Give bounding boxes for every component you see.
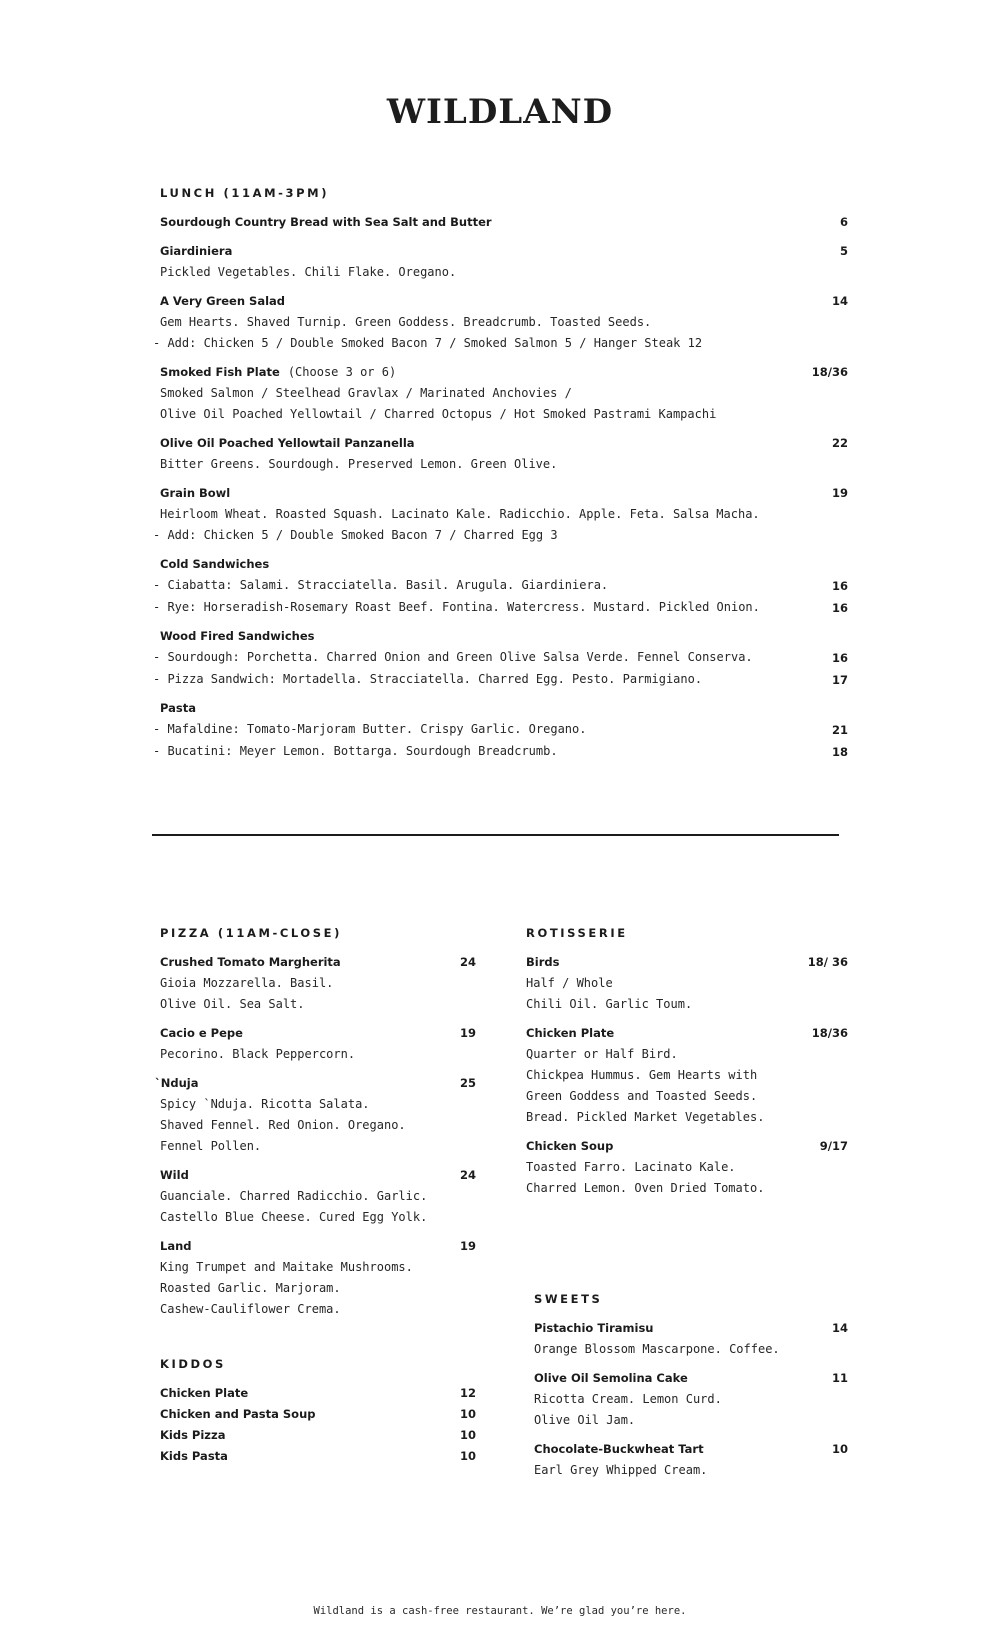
menu-item-description: Earl Grey Whipped Cream. <box>534 1463 708 1477</box>
menu-item-name: Cacio e Pepe <box>160 1026 243 1040</box>
menu-item-price: 16 <box>831 579 848 593</box>
menu-item-price: 16 <box>831 601 848 615</box>
restaurant-logo: WILDLAND <box>386 92 614 132</box>
menu-item-name: Birds <box>526 955 560 969</box>
menu-item-description: Charred Lemon. Oven Dried Tomato. <box>526 1181 765 1195</box>
menu-item-description: Heirloom Wheat. Roasted Squash. Lacinato Kale. Radicchio. Apple. Feta. Salsa Macha. <box>160 507 760 521</box>
menu-item-description: Castello Blue Cheese. Cured Egg Yolk. <box>160 1210 428 1224</box>
menu-item-price: 12 <box>459 1386 476 1400</box>
menu-item-description: Ricotta Cream. Lemon Curd. <box>534 1392 722 1406</box>
menu-item-name: Chocolate-Buckwheat Tart <box>534 1442 704 1456</box>
menu-item-price: 19 <box>459 1239 476 1253</box>
menu-item-price: 16 <box>831 651 848 665</box>
menu-item-description: Pecorino. Black Peppercorn. <box>160 1047 356 1061</box>
menu-item-price: 24 <box>459 1168 476 1182</box>
menu-item-description: Chickpea Hummus. Gem Hearts with <box>526 1068 758 1082</box>
menu-item-price: 19 <box>831 486 848 500</box>
menu-item-price: 25 <box>459 1076 476 1090</box>
menu-item-name: Giardiniera <box>160 244 233 258</box>
menu-item-description: Bread. Pickled Market Vegetables. <box>526 1110 765 1124</box>
menu-item-name: Land <box>160 1239 192 1253</box>
menu-item-price: 22 <box>831 436 848 450</box>
pizza-section-title: PIZZA (11AM-CLOSE) <box>160 926 342 940</box>
menu-item-addons: - Add: Chicken 5 / Double Smoked Bacon 7 / Smoked Salmon 5 / Hanger Steak 12 <box>153 336 703 350</box>
menu-item-description: Orange Blossom Mascarpone. Coffee. <box>534 1342 780 1356</box>
menu-item-name: Grain Bowl <box>160 486 231 500</box>
menu-item-price: 18/36 <box>811 365 848 379</box>
menu-item-note: (Choose 3 or 6) <box>287 365 397 379</box>
menu-item-description: Toasted Farro. Lacinato Kale. <box>526 1160 736 1174</box>
menu-item-name: Chicken Plate <box>526 1026 615 1040</box>
sweets-section-title: SWEETS <box>534 1292 603 1306</box>
menu-item-description: Roasted Garlic. Marjoram. <box>160 1281 341 1295</box>
menu-item-price: 14 <box>831 294 848 308</box>
menu-item-name: Kids Pizza <box>160 1428 226 1442</box>
menu-item-price: 6 <box>839 215 848 229</box>
menu-item-description: Fennel Pollen. <box>160 1139 262 1153</box>
lunch-section-title: LUNCH (11AM-3PM) <box>160 186 330 200</box>
menu-item-line: - Bucatini: Meyer Lemon. Bottarga. Sourdough Breadcrumb. <box>153 744 558 758</box>
menu-item-description: Olive Oil Jam. <box>534 1413 636 1427</box>
menu-item-description: Olive Oil Poached Yellowtail / Charred Octopus / Hot Smoked Pastrami Kampachi <box>160 407 717 421</box>
menu-item-line: - Rye: Horseradish-Rosemary Roast Beef. Fontina. Watercress. Mustard. Pickled Onion. <box>153 600 760 614</box>
menu-item-name: Chicken and Pasta Soup <box>160 1407 316 1421</box>
menu-item-price: 10 <box>831 1442 848 1456</box>
menu-item-price: 18/36 <box>811 1026 848 1040</box>
menu-item-name: Wild <box>160 1168 189 1182</box>
menu-item-description: Gem Hearts. Shaved Turnip. Green Goddess. Breadcrumb. Toasted Seeds. <box>160 315 652 329</box>
footer-note: Wildland is a cash-free restaurant. We’re glad you’re here. <box>313 1605 687 1617</box>
menu-item-description: Olive Oil. Sea Salt. <box>160 997 305 1011</box>
menu-item-description: King Trumpet and Maitake Mushrooms. <box>160 1260 413 1274</box>
menu-item-line: - Pizza Sandwich: Mortadella. Stracciatella. Charred Egg. Pesto. Parmigiano. <box>153 672 703 686</box>
menu-item-description: Guanciale. Charred Radicchio. Garlic. <box>160 1189 428 1203</box>
section-divider <box>152 834 839 836</box>
menu-item-price: 21 <box>831 723 848 737</box>
menu-item-name: Cold Sandwiches <box>160 557 270 571</box>
menu-item-price: 10 <box>459 1407 476 1421</box>
menu-item-line: - Sourdough: Porchetta. Charred Onion and Green Olive Salsa Verde. Fennel Conserva. <box>153 650 753 664</box>
menu-item-description: Chili Oil. Garlic Toum. <box>526 997 693 1011</box>
menu-item-name: Pasta <box>160 701 196 715</box>
menu-item-price: 17 <box>831 673 848 687</box>
menu-item-name: Pistachio Tiramisu <box>534 1321 654 1335</box>
menu-item-price: 24 <box>459 955 476 969</box>
menu-item-line: - Mafaldine: Tomato-Marjoram Butter. Crispy Garlic. Oregano. <box>153 722 587 736</box>
menu-item-description: Green Goddess and Toasted Seeds. <box>526 1089 758 1103</box>
menu-item-addons: - Add: Chicken 5 / Double Smoked Bacon 7 / Charred Egg 3 <box>153 528 558 542</box>
menu-item-name: Kids Pasta <box>160 1449 228 1463</box>
menu-item-price: 9/17 <box>819 1139 848 1153</box>
menu-item-description: Quarter or Half Bird. <box>526 1047 678 1061</box>
menu-item-price: 19 <box>459 1026 476 1040</box>
menu-item-name: Sourdough Country Bread with Sea Salt and Butter <box>160 215 492 229</box>
menu-item-line: - Ciabatta: Salami. Stracciatella. Basil. Arugula. Giardiniera. <box>153 578 609 592</box>
menu-item-description: Gioia Mozzarella. Basil. <box>160 976 334 990</box>
menu-item-name: `Nduja <box>155 1076 199 1090</box>
menu-item-price: 10 <box>459 1428 476 1442</box>
menu-item-description: Half / Whole <box>526 976 613 990</box>
menu-item-name: Olive Oil Poached Yellowtail Panzanella <box>160 436 415 450</box>
menu-item-name: Wood Fired Sandwiches <box>160 629 315 643</box>
menu-item-name: Chicken Plate <box>160 1386 249 1400</box>
menu-item-name: A Very Green Salad <box>160 294 286 308</box>
menu-item-description: Bitter Greens. Sourdough. Preserved Lemon. Green Olive. <box>160 457 558 471</box>
menu-item-name: Olive Oil Semolina Cake <box>534 1371 688 1385</box>
rotisserie-section-title: ROTISSERIE <box>526 926 628 940</box>
menu-item-price: 10 <box>459 1449 476 1463</box>
menu-item-price: 18 <box>831 745 848 759</box>
menu-item-price: 18/ 36 <box>807 955 848 969</box>
menu-item-description: Spicy `Nduja. Ricotta Salata. <box>160 1097 370 1111</box>
kiddos-section-title: KIDDOS <box>160 1357 226 1371</box>
menu-item-name: Chicken Soup <box>526 1139 614 1153</box>
menu-item-name: Crushed Tomato Margherita <box>160 955 341 969</box>
menu-item-description: Pickled Vegetables. Chili Flake. Oregano. <box>160 265 457 279</box>
menu-item-name: Smoked Fish Plate (Choose 3 or 6) <box>160 365 397 379</box>
menu-item-description: Smoked Salmon / Steelhead Gravlax / Marinated Anchovies / <box>160 386 572 400</box>
menu-item-description: Cashew-Cauliflower Crema. <box>160 1302 341 1316</box>
menu-item-price: 5 <box>839 244 848 258</box>
menu-item-price: 14 <box>831 1321 848 1335</box>
menu-item-description: Shaved Fennel. Red Onion. Oregano. <box>160 1118 406 1132</box>
menu-item-price: 11 <box>831 1371 848 1385</box>
